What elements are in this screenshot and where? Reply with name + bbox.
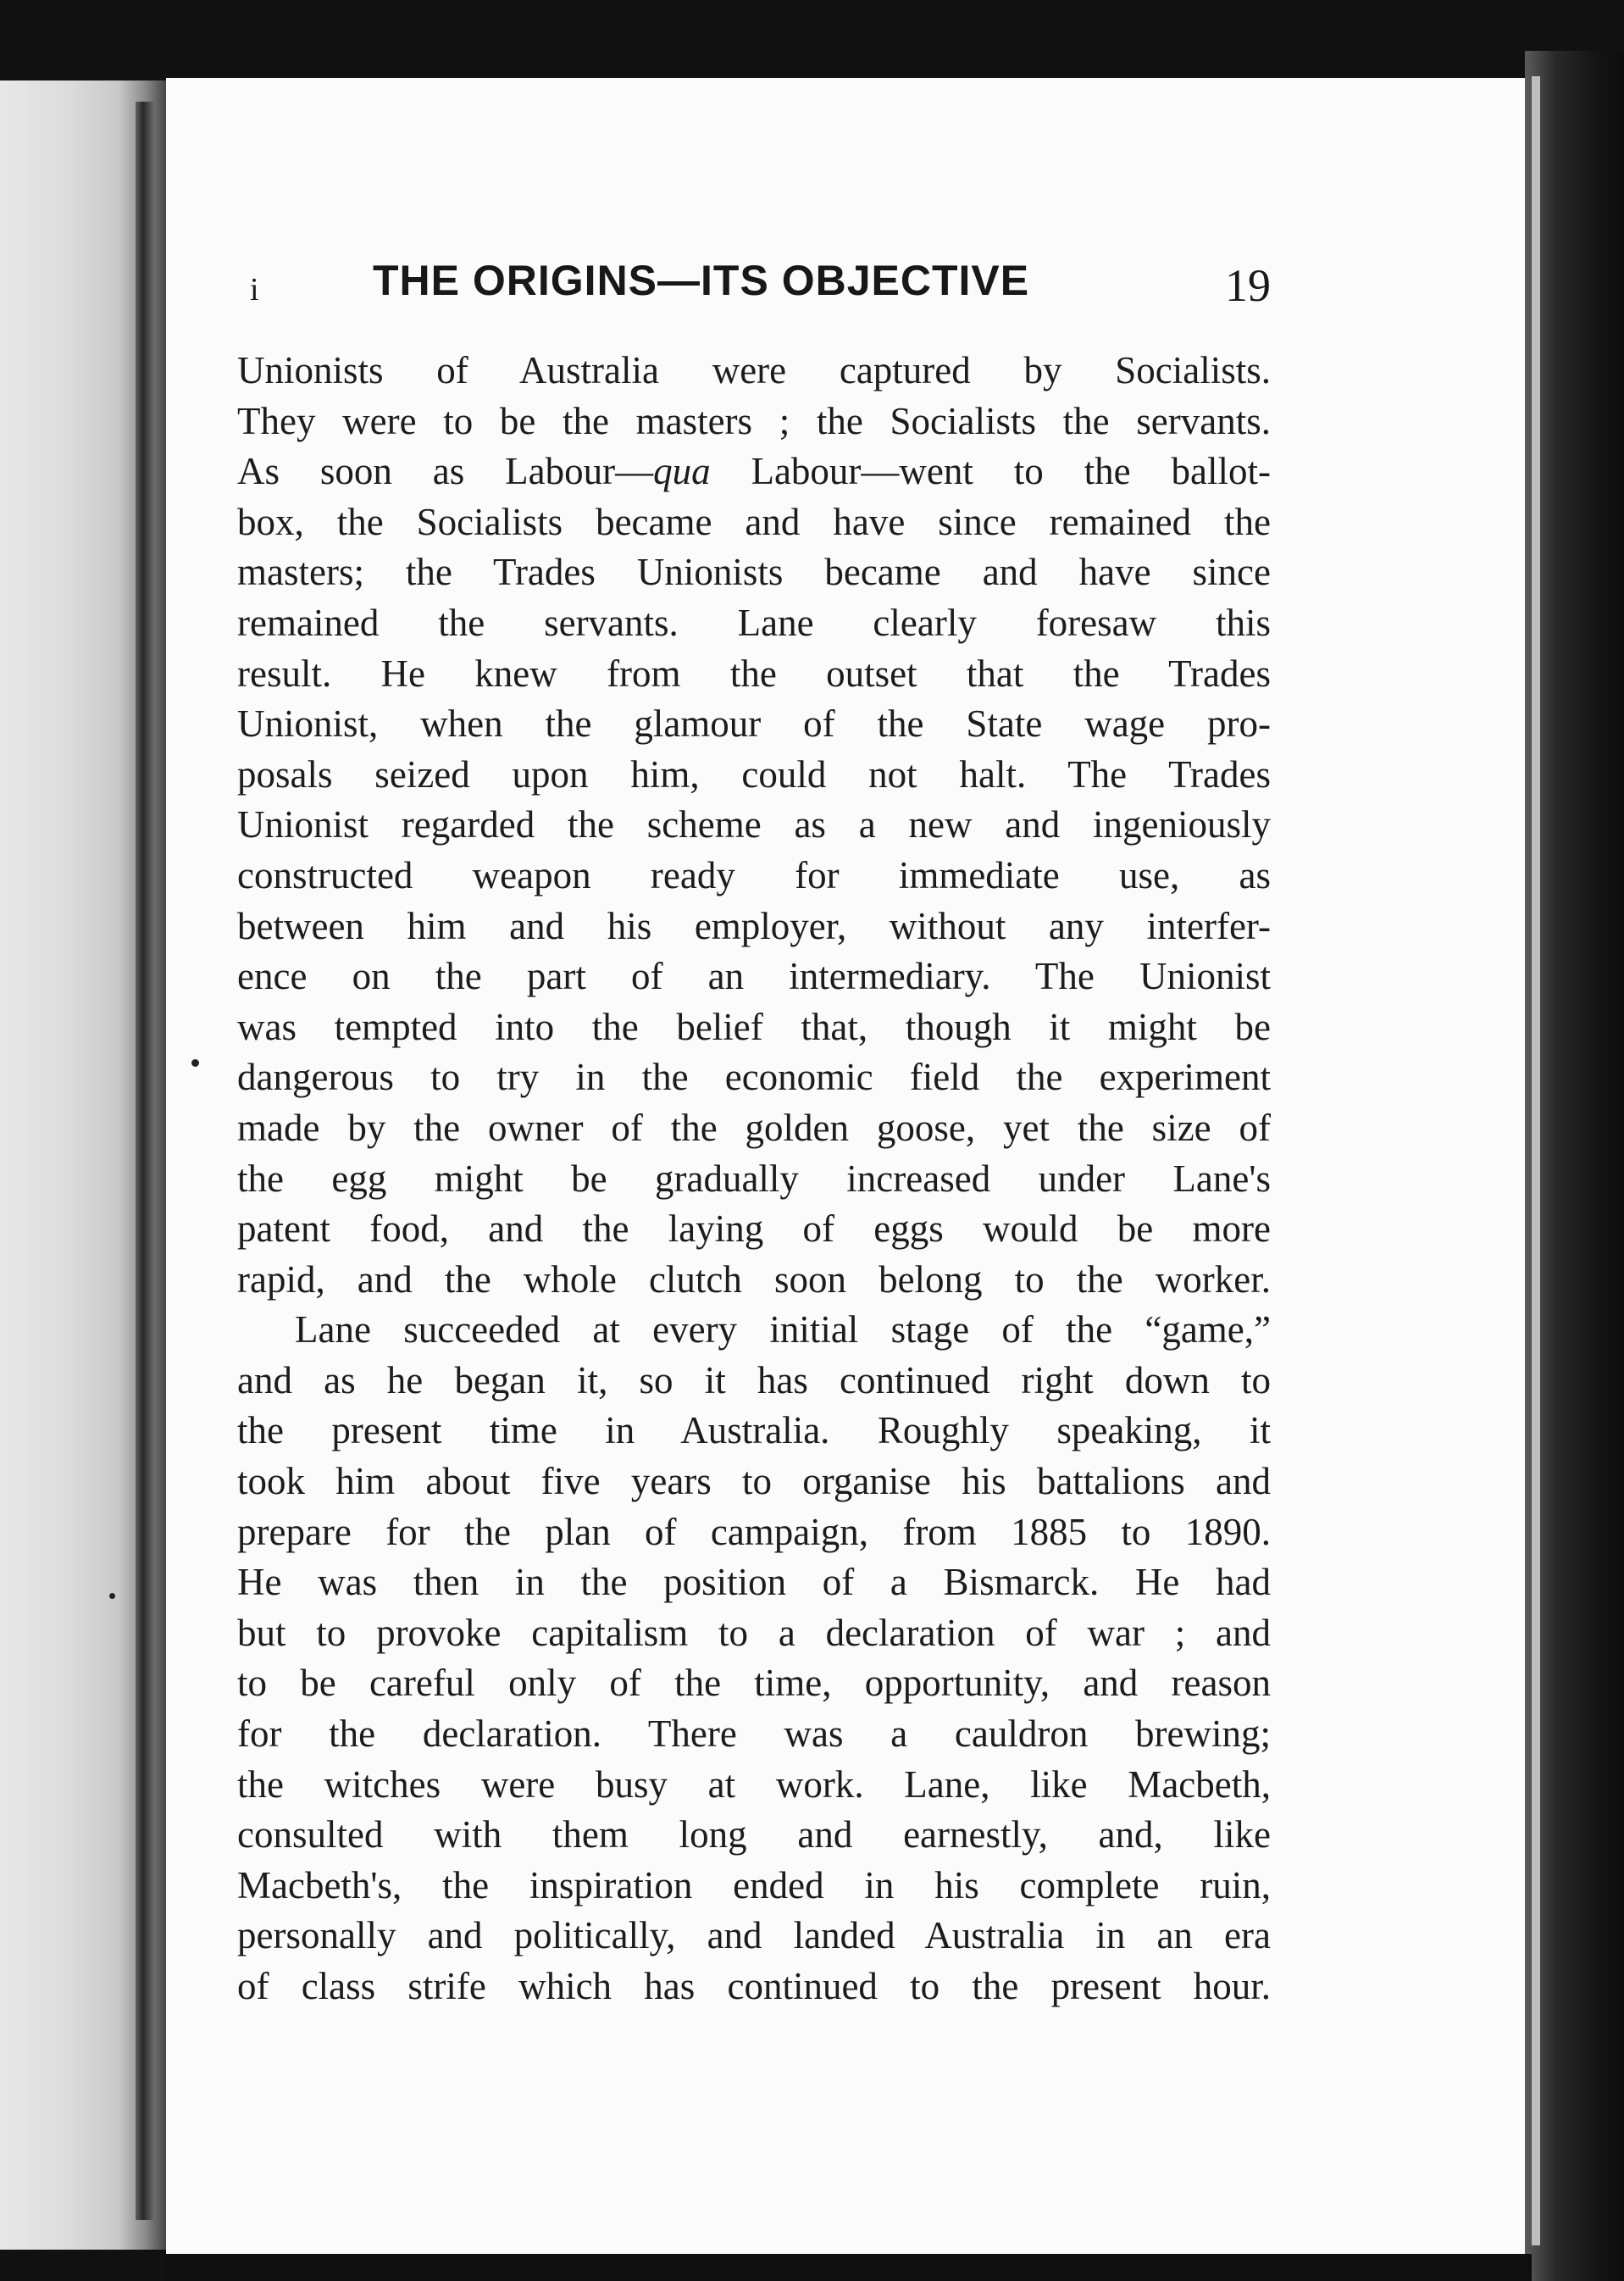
text-line: They were to be the masters ; the Socialists the servants. [237, 399, 1271, 442]
text-line: Macbeth's, the inspiration ended in his complete ruin, [237, 1863, 1271, 1906]
paragraph [237, 1305, 1271, 2012]
text-line: the witches were busy at work. Lane, like Macbeth, [237, 1762, 1271, 1806]
book-spine-shadow [136, 102, 154, 2220]
text-line: for the declaration. There was a cauldron brewing; [237, 1712, 1271, 1756]
text-line: remained the servants. Lane clearly foresaw this [237, 601, 1271, 644]
text-line: ence on the part of an intermediary. The Unionist [237, 955, 1271, 998]
text-line: constructed weapon ready for immediate use, as [237, 853, 1271, 896]
text-line: patent food, and the laying of eggs would be more [237, 1207, 1271, 1251]
margin-speck [109, 1593, 115, 1599]
margin-speck [191, 1059, 199, 1067]
text-line: the egg might be gradually increased under Lane's [237, 1157, 1271, 1200]
text-line: box, the Socialists became and have since remained the [237, 500, 1271, 543]
text-line: Lane succeeded at every initial stage of the “game,” [295, 1308, 1271, 1351]
body-text [237, 346, 1271, 2012]
text-line: Unionists of Australia were captured by Socialists. [237, 349, 1271, 391]
text-line: to be careful only of the time, opportunity, and reason [237, 1662, 1271, 1705]
text-line: but to provoke capitalism to a declaration of war ; and [237, 1611, 1271, 1654]
text-line: made by the owner of the golden goose, yet the size of [237, 1106, 1271, 1149]
right-page-edge-stripe [1532, 76, 1540, 2245]
text-line: He was then in the position of a Bismarck. He had [237, 1561, 1271, 1604]
text-line: rapid, and the whole clutch soon belong to the worker. [237, 1257, 1271, 1301]
text-line: prepare for the plan of campaign, from 1885 to 1890. [237, 1510, 1271, 1553]
page-number: 19 [1225, 260, 1271, 311]
text-line: result. He knew from the outset that the Trades [237, 652, 1271, 695]
text-line: personally and politically, and landed Australia in an era [237, 1914, 1271, 1957]
bottom-page-edge [166, 2254, 1532, 2281]
text-line: posals seized upon him, could not halt. The Trades [237, 752, 1271, 796]
text-line: of class strife which has continued to the present hour. [237, 1965, 1271, 2007]
text-line: Unionist, when the glamour of the State wage pro- [237, 702, 1271, 746]
text-line: the present time in Australia. Roughly speaking, it [237, 1409, 1271, 1452]
running-title: THE ORIGINS—ITS OBJECTIVE [373, 257, 1030, 304]
text-line: and as he began it, so it has continued right down to [237, 1358, 1271, 1401]
text-line: took him about five years to organise his battalions and [237, 1460, 1271, 1503]
text-line: between him and his employer, without any interfer- [237, 904, 1271, 947]
text-line: As soon as Labour—qua Labour—went to the ballot- [237, 450, 1271, 493]
text-line: dangerous to try in the economic field the experiment [237, 1056, 1271, 1099]
italic-word: qua [653, 450, 711, 493]
chapter-mark: i [250, 272, 259, 308]
text-line: consulted with them long and earnestly, and, like [237, 1813, 1271, 1856]
paragraph [237, 346, 1271, 1305]
running-header [237, 256, 1271, 324]
text-line: Unionist regarded the scheme as a new and ingeniously [237, 803, 1271, 846]
text-line: was tempted into the belief that, though it might be [237, 1005, 1271, 1048]
text-line: masters; the Trades Unionists became and have since [237, 551, 1271, 594]
